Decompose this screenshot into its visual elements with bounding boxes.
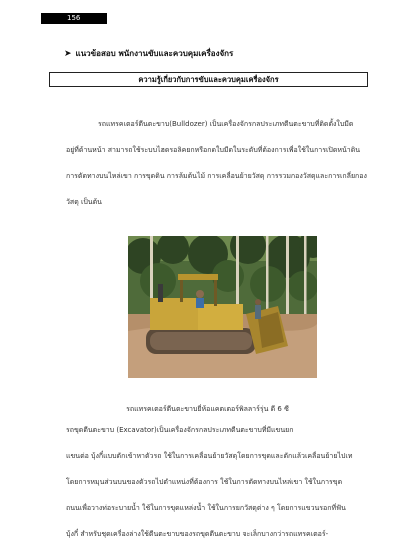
paragraph1-line: รถแทรคเตอร์ตีนตะขาบ(Bulldozer) เป็นเครื่องจักรกลประเภทตีนตะขาบที่ติดตั้งใบมีด	[98, 120, 354, 128]
paragraph2-line: บุ้งกี๋ สำหรับชุดเครื่องล่างใช้ตีนตะขาบของรถขุดตีนตะขาบ จะเล็กบางกว่ารถแทรคเตอร์-	[66, 530, 329, 538]
section-heading	[64, 47, 233, 60]
section-heading-text: แนวข้อสอบ พนักงานขับและควบคุมเครื่องจักร	[75, 49, 234, 58]
paragraph2-line: โดยการหมุนส่วนบนของตัวรถไปตำแหน่งที่ต้องการ ใช้ในการตัดทางบนไหล่เขา ใช้ในการขุด	[66, 478, 343, 486]
page-number-bar	[41, 13, 107, 24]
bulldozer-photo	[128, 236, 317, 378]
paragraph1-line: อยู่ที่ด้านหน้า สามารถใช้ระบบไฮดรอลิคยกหรือกดใบมีดในระดับที่ต้องการเพื่อใช้ในการเปิดหน้าดิน	[66, 146, 361, 154]
title-text: ความรู้เกี่ยวกับการขับและควบคุมเครื่องจักร	[138, 75, 279, 84]
paragraph1-line: การตัดทางบนไหล่เขา การขุดดิน การล้มต้นไม้ การเคลื่อนย้ายวัสดุ การรวมกองวัสดุและการเกลี่ยกอง	[66, 172, 367, 180]
arrow-bullet-icon: ➤	[64, 49, 72, 59]
title-box	[49, 72, 368, 87]
page-number: 156	[67, 14, 81, 22]
paragraph2-line: รถขุดตีนตะขาบ (Excavator)เป็นเครื่องจักรกลประเภทตีนตะขาบที่มีแขนยก	[66, 426, 294, 434]
paragraph2-line: แขนต่อ บุ้งกี๋แบบตักเข้าหาตัวรถ ใช้ในการเคลื่อนย้ายวัสดุโดยการขุดและตักแล้วเคลื่อนย้ายไปเท	[66, 452, 353, 460]
paragraph1-line: วัสดุ เป็นต้น	[66, 198, 102, 206]
paragraph2-line: ถนนเพื่อวางท่อระบายน้ำ ใช้ในการขุดแหล่งน้ำ ใช้ในการยกวัสดุต่าง ๆ โดยการแขวนรอกที่ฟัน	[66, 504, 346, 512]
photo-caption: รถแทรคเตอร์ตีนตะขาบยี่ห้อแคตเตอร์พิลลาร์รุ่น ดี 6 ซี	[126, 405, 289, 413]
